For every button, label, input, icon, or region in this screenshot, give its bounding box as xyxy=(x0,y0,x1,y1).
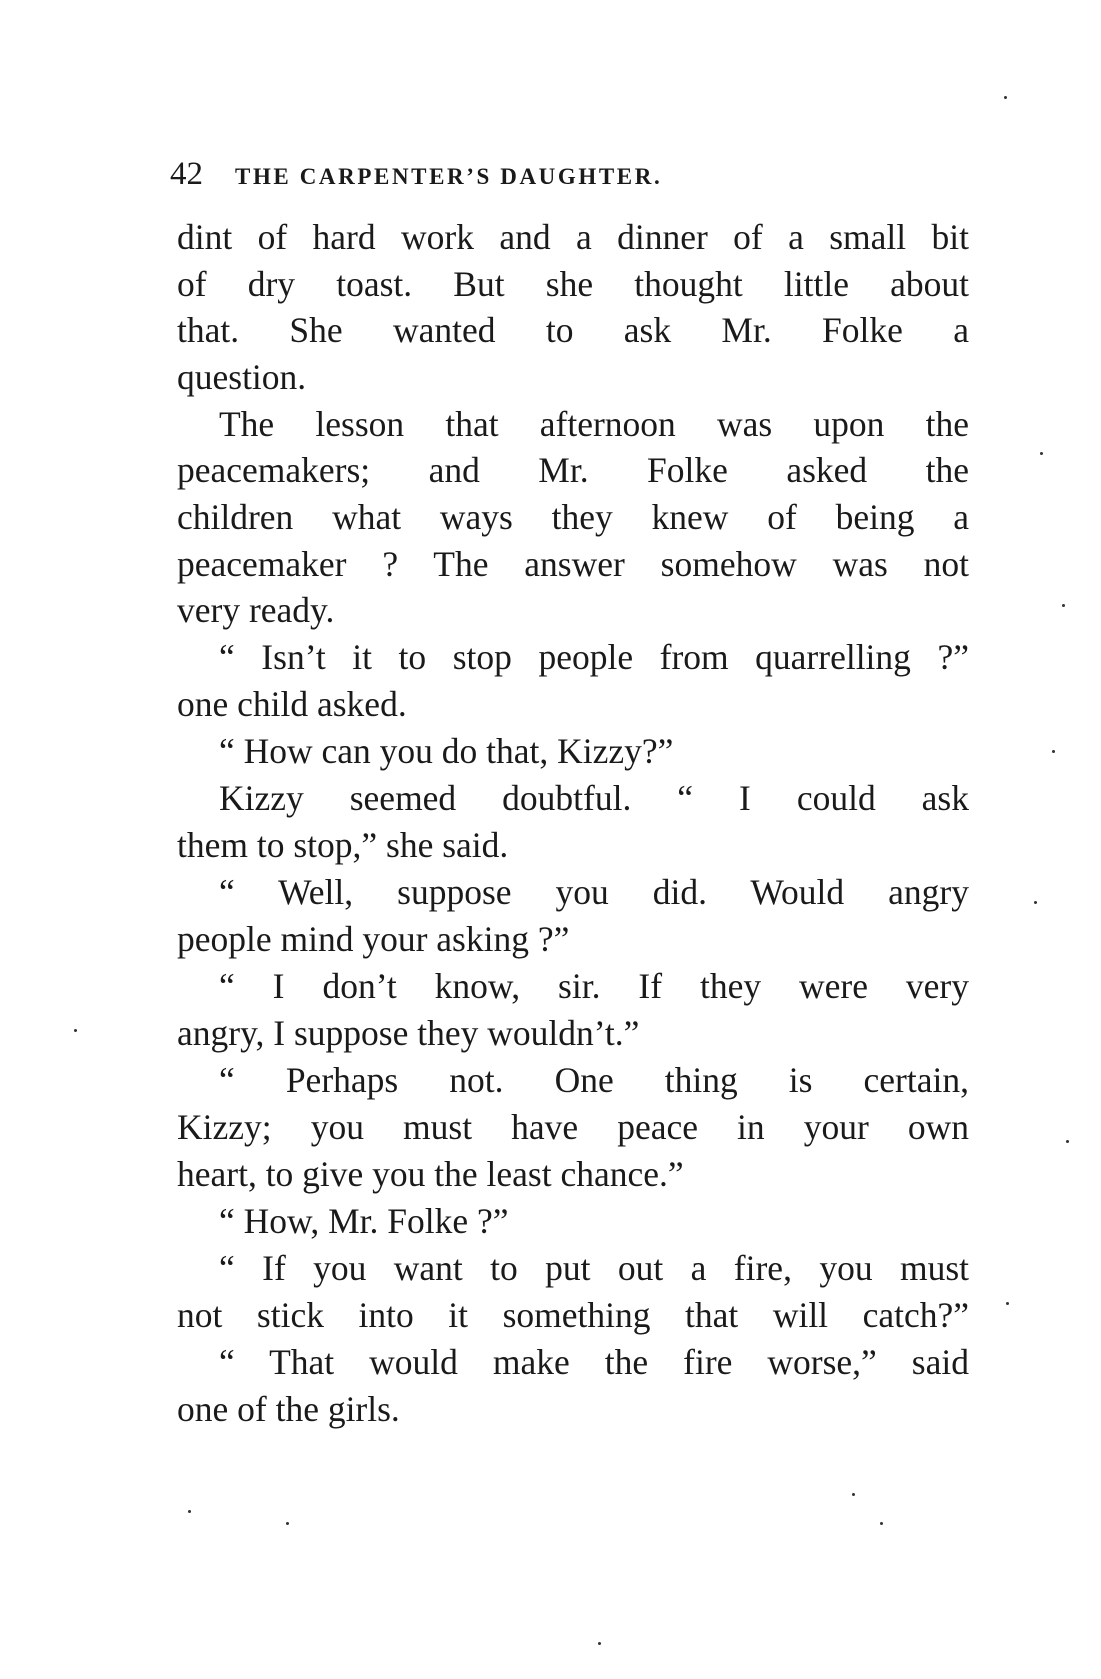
text-line: Kizzy seemed doubtful. “ I could ask xyxy=(219,778,969,818)
text-line: “ I don’t know, sir. If they were very xyxy=(219,966,969,1006)
text-line: of dry toast. But she thought little about xyxy=(177,264,969,304)
text-line: “ Perhaps not. One thing is certain, xyxy=(219,1060,969,1100)
scan-speck xyxy=(1004,96,1007,99)
text-line: dint of hard work and a dinner of a small bit xyxy=(177,217,969,257)
scan-speck xyxy=(880,1522,883,1525)
text-line: not stick into it something that will catch?” xyxy=(177,1295,969,1335)
text-line: children what ways they knew of being a xyxy=(177,497,969,537)
text-line: “ How can you do that, Kizzy?” xyxy=(219,731,674,771)
text-line: Kizzy; you must have peace in your own xyxy=(177,1107,969,1147)
text-line: “ That would make the fire worse,” said xyxy=(219,1342,969,1382)
scan-speck xyxy=(1034,901,1037,904)
scan-speck xyxy=(1006,1302,1009,1305)
scan-speck xyxy=(598,1642,601,1645)
scan-speck xyxy=(286,1522,289,1525)
text-line: The lesson that afternoon was upon the xyxy=(219,404,969,444)
text-line: people mind your asking ?” xyxy=(177,919,570,959)
text-line: “ How, Mr. Folke ?” xyxy=(219,1201,509,1241)
text-line: that. She wanted to ask Mr. Folke a xyxy=(177,310,969,350)
scan-speck xyxy=(188,1510,191,1513)
text-line: question. xyxy=(177,357,307,397)
scan-speck xyxy=(74,1029,77,1032)
scan-speck xyxy=(852,1493,855,1496)
text-line: one child asked. xyxy=(177,684,407,724)
text-line: one of the girls. xyxy=(177,1389,400,1429)
text-line: them to stop,” she said. xyxy=(177,825,509,865)
scan-speck xyxy=(1040,452,1043,455)
running-title: THE CARPENTER’S DAUGHTER. xyxy=(235,164,663,189)
scan-speck xyxy=(1062,604,1065,607)
text-line: “ Well, suppose you did. Would angry xyxy=(219,872,969,912)
text-line: very ready. xyxy=(177,590,335,630)
scan-speck xyxy=(1066,1140,1069,1143)
text-line: “ Isn’t it to stop people from quarrelling ?” xyxy=(219,637,969,677)
text-line: heart, to give you the least chance.” xyxy=(177,1154,684,1194)
scan-speck xyxy=(1052,750,1055,753)
page-number: 42 xyxy=(170,156,203,192)
text-line: angry, I suppose they wouldn’t.” xyxy=(177,1013,640,1053)
text-line: “ If you want to put out a fire, you must xyxy=(219,1248,969,1288)
running-header xyxy=(170,152,870,196)
text-line: peacemaker ? The answer somehow was not xyxy=(177,544,969,584)
text-line: peacemakers; and Mr. Folke asked the xyxy=(177,450,969,490)
